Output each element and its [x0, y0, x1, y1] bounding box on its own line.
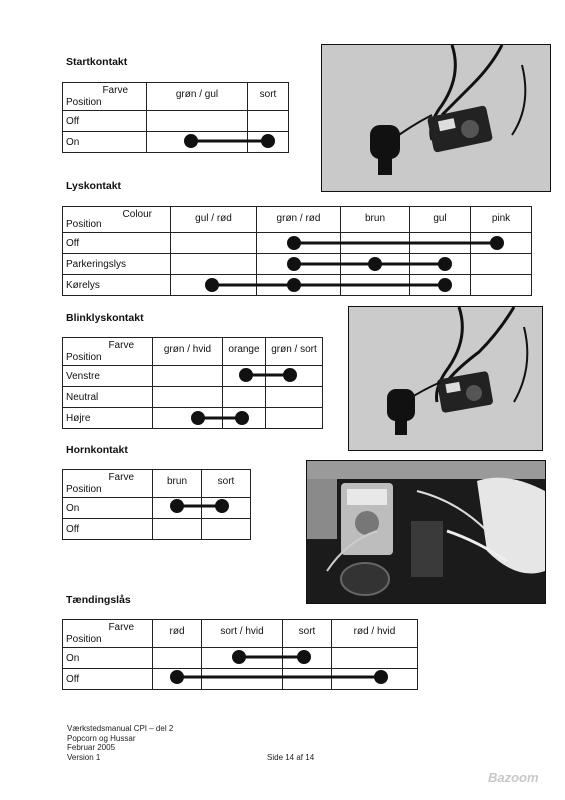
footer-manual: Værkstedsmanual CPI – del 2: [67, 724, 174, 733]
column-header: sort: [248, 83, 289, 111]
section-title-blinklyskontakt: Blinklyskontakt: [66, 312, 144, 324]
column-header: rød / hvid: [332, 620, 418, 648]
row-label: On: [63, 498, 153, 519]
column-header: pink: [471, 207, 532, 233]
row-label: Off: [63, 233, 171, 254]
row-label: On: [63, 648, 153, 669]
column-header: brun: [341, 207, 410, 233]
row-label: Off: [63, 111, 147, 132]
connection-on: [234, 652, 310, 663]
row-label: On: [63, 132, 147, 153]
table-header-cell: Farve Position: [63, 620, 153, 648]
row-label: Venstre: [63, 366, 153, 387]
page-number: Side 14 af 14: [267, 753, 315, 762]
table-header-cell: Farve Position: [63, 470, 153, 498]
section-title-hornkontakt: Hornkontakt: [66, 444, 128, 456]
column-header: brun: [153, 470, 202, 498]
column-header: gul / rød: [171, 207, 257, 233]
table-header-cell: Colour Position: [63, 207, 171, 233]
row-label: Neutral: [63, 387, 153, 408]
footer-date: Februar 2005: [67, 743, 116, 752]
row-label: Off: [63, 669, 153, 690]
row-label: Højre: [63, 408, 153, 429]
footer-info: [67, 724, 173, 762]
column-header: sort / hvid: [202, 620, 283, 648]
column-header: rød: [153, 620, 202, 648]
column-header: grøn / gul: [147, 83, 248, 111]
column-header: gul: [410, 207, 471, 233]
footer-version: Version 1: [67, 752, 101, 762]
row-label: Off: [63, 519, 153, 540]
footer-models: Popcorn og Hussar: [67, 733, 136, 743]
table-header-cell: Farve Position: [63, 83, 147, 111]
watermark-logo: Bazoom: [488, 770, 539, 785]
column-header: grøn / sort: [266, 338, 323, 366]
table-header-cell: Farve Position: [63, 338, 153, 366]
row-label: Parkeringslys: [63, 254, 171, 275]
section-title-lyskontakt: Lyskontakt: [66, 180, 122, 192]
connection-off: [172, 672, 387, 683]
section-title-startkontakt: Startkontakt: [66, 56, 128, 68]
section-title-taendingslaas: Tændingslås: [66, 594, 131, 606]
column-header: grøn / rød: [257, 207, 341, 233]
column-header: sort: [283, 620, 332, 648]
column-header: grøn / hvid: [153, 338, 223, 366]
row-label: Kørelys: [63, 275, 171, 296]
column-header: sort: [202, 470, 251, 498]
column-header: orange: [223, 338, 266, 366]
